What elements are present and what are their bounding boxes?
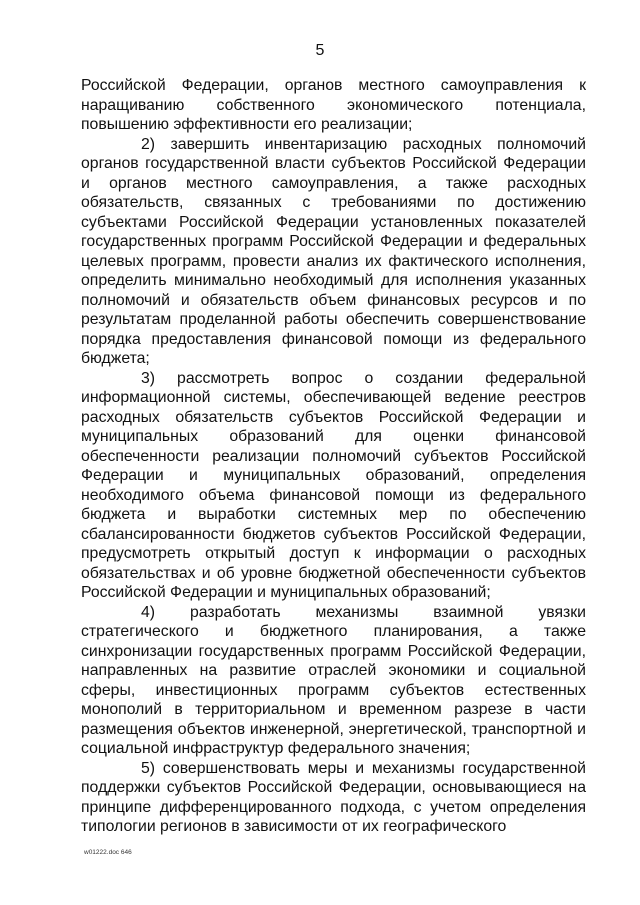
paragraph-continuation: Российской Федерации, органов местного самоуправления к наращиванию собственного экономического потенциала, повышению эффективности его реализации; <box>81 77 586 133</box>
paragraph-item-3: 3) рассмотреть вопрос о создании федеральной информационной системы, обеспечивающей ведение реестров расходных обязательств субъектов Российской Федерации и муниципальных образований для оценки финансовой обеспеченности реализации полномочий субъектов Российской Федерации и муниципальных образований, определения необходимого объема финансовой помощи из федерального бюджета и выработки системных мер по обеспечению сбалансированности бюджетов субъектов Российской Федерации, предусмотреть открытый доступ к информации о расходных обязательствах и об уровне бюджетной обеспеченности субъектов Российской Федерации и муниципальных образований; <box>81 369 586 601</box>
paragraph-item-5: 5) совершенствовать меры и механизмы государственной поддержки субъектов Российской Федерации, основывающиеся на принципе дифференцированного подхода, с учетом определения типологии регионов в зависимости от их географического <box>81 759 586 835</box>
page-number: 5 <box>315 42 325 59</box>
footer-document-code: w01222.doc 646 <box>84 849 132 856</box>
paragraph-item-4: 4) разработать механизмы взаимной увязки стратегического и бюджетного планирования, а также синхронизации государственных программ Российской Федерации, направленных на развитие отраслей экономики и социальной сферы, инвестиционных программ субъектов естественных монополий в территориальном и временном разрезе в части размещения объектов инженерной, энергетической, транспортной и социальной инфраструктур федерального значения; <box>81 603 586 757</box>
paragraph-item-2: 2) завершить инвентаризацию расходных полномочий органов государственной власти субъектов Российской Федерации и органов местного самоуправления, а также расходных обязательств, связанных с требованиями по достижению субъектами Российской Федерации установленных показателей государственных программ Российской Федерации и федеральных целевых программ, провести анализ их фактического исполнения, определить минимально необходимый для исполнения указанных полномочий и обязательств объем финансовых ресурсов и по результатам проделанной работы обеспечить совершенствование порядка предоставления финансовой помощи из федерального бюджета; <box>81 135 586 367</box>
document-body <box>81 76 586 837</box>
